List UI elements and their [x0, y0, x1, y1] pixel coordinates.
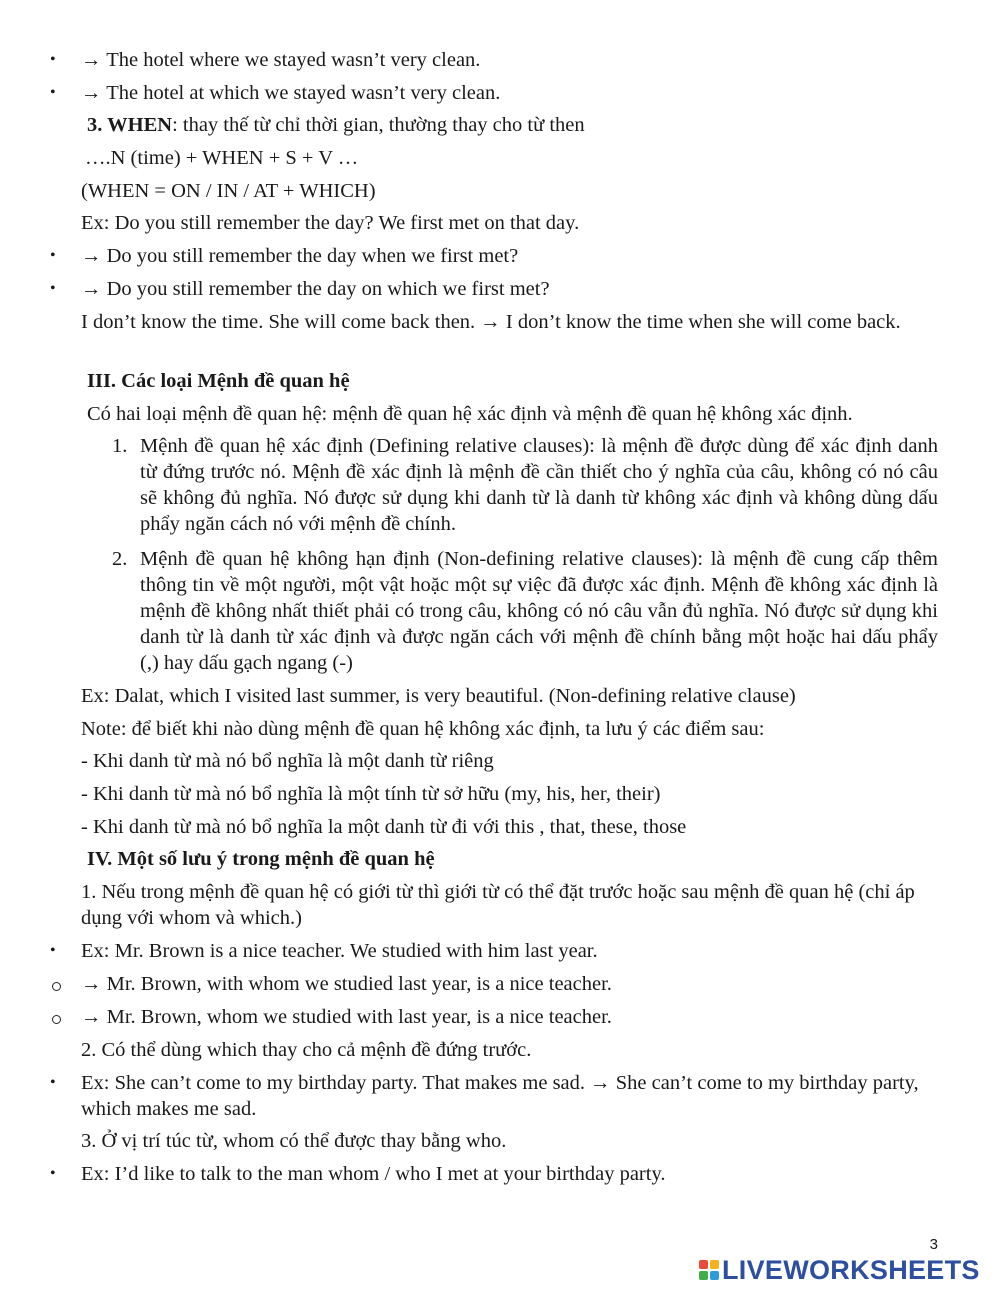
list-item-non-defining: Mệnh đề quan hệ không hạn định (Non-defining relative clauses): là mệnh đề cung cấp thêm thông tin về một người, một vật hoặc một sự việc đã được xác định. Mệnh đề không xác định là mệnh đề không nhất thiết phải có trong câu, không có nó câu vẫn đủ nghĩa. Nó được sử dụng khi danh từ là danh từ xác định và được ngăn cách với mệnh đề chính bằng một hoặc hai dấu phẩy (,) hay dấu gạch ngang (-): [140, 548, 938, 674]
bullet-icon: •: [50, 942, 56, 959]
logo-square: [710, 1260, 719, 1269]
page-number: 3: [929, 1236, 938, 1253]
formula-line: (WHEN = ON / IN / AT + WHICH): [81, 180, 376, 202]
body-line: Có hai loại mệnh đề quan hệ: mệnh đề quan hệ xác định và mệnh đề quan hệ không xác định.: [87, 403, 853, 425]
bullet-icon: •: [50, 280, 56, 297]
bullet-icon: •: [50, 1074, 56, 1091]
section-heading-when: [87, 112, 585, 138]
note-line: Note: để biết khi nào dùng mệnh đề quan hệ không xác định, ta lưu ý các điểm sau:: [81, 718, 765, 740]
example-line: → The hotel where we stayed wasn’t very clean.: [81, 49, 481, 71]
body-line: 3. Ở vị trí túc từ, whom có thể được thay bằng who.: [81, 1130, 507, 1152]
logo-square: [699, 1271, 708, 1280]
note-item: - Khi danh từ mà nó bổ nghĩa là một danh từ riêng: [81, 750, 494, 772]
logo-mark-icon: [699, 1260, 719, 1280]
list-number: 1.: [112, 435, 128, 457]
example-line: → The hotel at which we stayed wasn’t very clean.: [81, 82, 501, 104]
example-paragraph: Ex: She can’t come to my birthday party. That makes me sad. → She can’t come to my birthday party, which makes me sad.: [81, 1072, 919, 1120]
logo-square: [710, 1271, 719, 1280]
bullet-icon: •: [50, 84, 56, 101]
hollow-bullet-icon: [52, 1015, 61, 1024]
example-line: → Do you still remember the day when we first met?: [81, 245, 519, 267]
bullet-icon: •: [50, 247, 56, 264]
example-line: → Do you still remember the day on which we first met?: [81, 278, 550, 300]
example-line: → Mr. Brown, with whom we studied last year, is a nice teacher.: [81, 973, 612, 995]
section-heading-iii: III. Các loại Mệnh đề quan hệ: [87, 370, 350, 392]
body-line: 2. Có thể dùng which thay cho cả mệnh đề đứng trước.: [81, 1039, 532, 1061]
list-number: 2.: [112, 548, 128, 570]
example-line: Ex: Do you still remember the day? We first met on that day.: [81, 212, 580, 234]
section-heading-iv: IV. Một số lưu ý trong mệnh đề quan hệ: [87, 848, 435, 870]
note-item: - Khi danh từ mà nó bổ nghĩa là một tính từ sở hữu (my, his, her, their): [81, 783, 661, 805]
hollow-bullet-icon: [52, 982, 61, 991]
heading-rest: : thay thế từ chỉ thời gian, thường thay cho từ then: [172, 114, 585, 136]
logo-text: LIVEWORKSHEETS: [722, 1255, 980, 1285]
logo-square: [699, 1260, 708, 1269]
bullet-icon: •: [50, 51, 56, 68]
example-line: → Mr. Brown, whom we studied with last year, is a nice teacher.: [81, 1006, 612, 1028]
example-paragraph: I don’t know the time. She will come back then. → I don’t know the time when she will come back.: [81, 311, 901, 333]
liveworksheets-logo[interactable]: [699, 1256, 980, 1284]
example-line: Ex: Dalat, which I visited last summer, is very beautiful. (Non-defining relative clause): [81, 685, 796, 707]
list-item-defining: Mệnh đề quan hệ xác định (Defining relative clauses): là mệnh đề được dùng để xác định danh từ đứng trước nó. Mệnh đề xác định là mệnh đề cần thiết cho ý nghĩa của câu, không có nó câu sẽ không đủ nghĩa. Nó được sử dụng khi danh từ là danh từ không xác định và không dùng dấu phẩy ngăn cách nó với mệnh đề chính.: [140, 435, 938, 535]
bullet-icon: •: [50, 1165, 56, 1182]
heading-bold: 3. WHEN: [87, 114, 173, 136]
example-line: Ex: I’d like to talk to the man whom / who I met at your birthday party.: [81, 1163, 666, 1185]
note-item: - Khi danh từ mà nó bổ nghĩa la một danh từ đi với this , that, these, those: [81, 816, 687, 838]
body-paragraph: 1. Nếu trong mệnh đề quan hệ có giới từ thì giới từ có thể đặt trước hoặc sau mệnh đề quan hệ (chỉ áp dụng với whom và which.): [81, 881, 915, 929]
formula-line: ….N (time) + WHEN + S + V …: [85, 147, 359, 169]
example-line: Ex: Mr. Brown is a nice teacher. We studied with him last year.: [81, 940, 598, 962]
